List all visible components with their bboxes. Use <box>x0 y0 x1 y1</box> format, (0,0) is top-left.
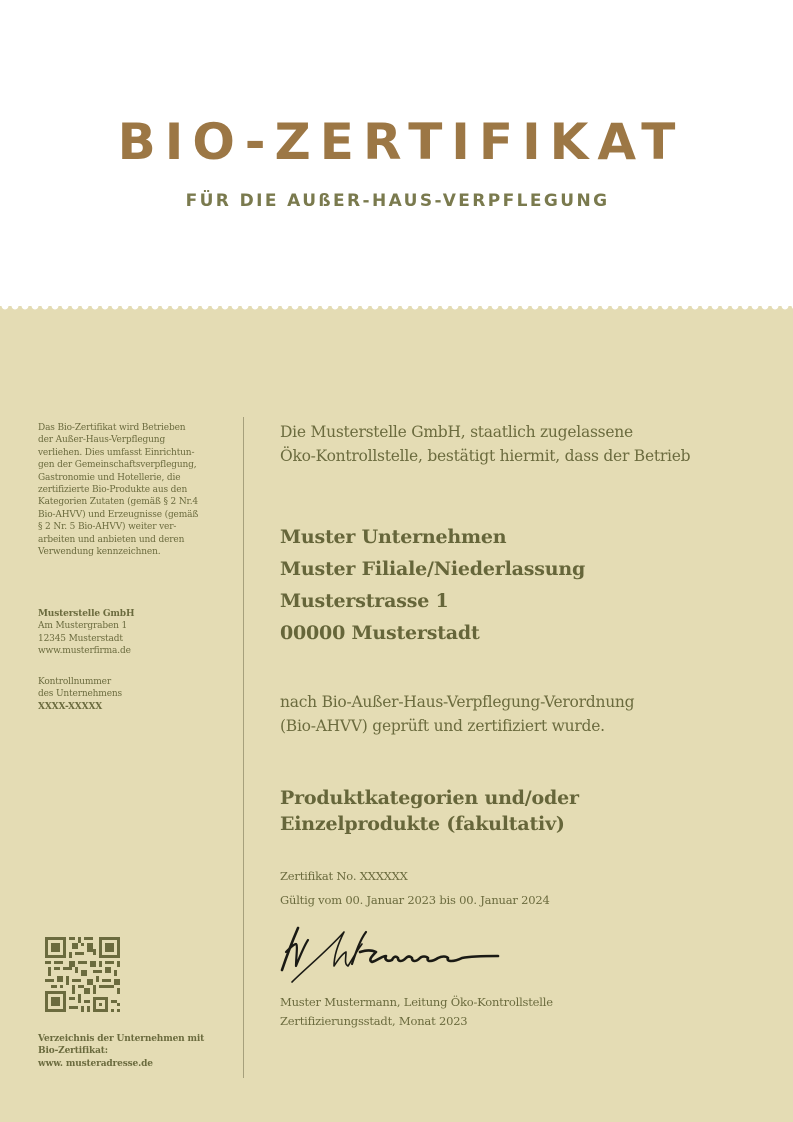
certificate-subtitle: FÜR DIE AUßER-HAUS-VERPFLEGUNG <box>185 191 610 211</box>
vertical-divider <box>243 417 244 1078</box>
description-line: der Außer-Haus-Verpflegung <box>38 435 166 446</box>
certificate-info <box>280 864 550 912</box>
company-branch: Muster Filiale/Niederlassung <box>280 558 586 580</box>
place-date: Zertifizierungsstadt, Monat 2023 <box>280 1014 468 1028</box>
regulation-line: (Bio-AHVV) geprüft und zertifiziert wurde. <box>280 717 605 735</box>
issuer-website[interactable]: www.musterfirma.de <box>38 646 131 657</box>
certificate-title: BIO-ZERTIFIKAT <box>117 113 685 171</box>
description-line: Bio-AHVV) und Erzeugnisse (gemäß <box>38 509 199 520</box>
issuer-address <box>38 608 234 658</box>
company-address <box>280 521 585 649</box>
directory-label: Bio-Zertifikat: <box>38 1046 108 1057</box>
qr-code-icon <box>45 937 120 1012</box>
company-city: 00000 Musterstadt <box>280 622 480 644</box>
sidebar-description <box>38 422 234 558</box>
issuer-city: 12345 Musterstadt <box>38 633 123 644</box>
signer-name: Muster Mustermann, Leitung Öko-Kontrollstelle <box>280 995 553 1009</box>
header-area <box>0 0 793 312</box>
directory-block <box>38 1033 234 1070</box>
regulation-line: nach Bio-Außer-Haus-Verpflegung-Verordnung <box>280 693 635 711</box>
company-street: Musterstrasse 1 <box>280 590 449 612</box>
description-line: Kategorien Zutaten (gemäß § 2 Nr.4 <box>38 497 199 508</box>
issuer-name: Musterstelle GmbH <box>38 609 135 619</box>
intro-text <box>280 420 690 468</box>
signer-block <box>280 993 553 1031</box>
control-number-value: XXXX-XXXXX <box>38 701 103 712</box>
company-name: Muster Unternehmen <box>280 526 507 548</box>
description-line: § 2 Nr. 5 Bio-AHVV) weiter ver- <box>38 522 177 533</box>
issuer-street: Am Mustergraben 1 <box>38 621 128 632</box>
intro-line: Öko-Kontrollstelle, bestätigt hiermit, dass der Betrieb <box>280 447 691 465</box>
regulation-text <box>280 690 634 738</box>
description-line: Gastronomie und Hotellerie, die <box>38 472 181 483</box>
certificate-number: Zertifikat No. XXXXXX <box>280 869 408 883</box>
control-number-label: Kontrollnummer <box>38 677 111 687</box>
products-line: Einzelprodukte (fakultativ) <box>280 813 565 835</box>
directory-label: Verzeichnis der Unternehmen mit <box>38 1034 205 1044</box>
description-line: arbeiten und anbieten und deren <box>38 534 185 545</box>
directory-url[interactable]: www. musteradresse.de <box>38 1058 153 1069</box>
wavy-edge-divider <box>0 306 793 316</box>
description-line: gen der Gemeinschaftsverpflegung, <box>38 460 197 471</box>
description-line: Verwendung kennzeichnen. <box>38 547 161 558</box>
control-number-block <box>38 676 234 713</box>
description-line: verliehen. Dies umfasst Einrichtun- <box>38 447 195 458</box>
validity-period: Gültig vom 00. Januar 2023 bis 00. Januar 2024 <box>280 893 550 907</box>
description-line: Das Bio-Zertifikat wird Betrieben <box>38 423 186 433</box>
control-number-label: des Unternehmens <box>38 689 122 700</box>
products-line: Produktkategorien und/oder <box>280 787 579 809</box>
product-categories-heading <box>280 785 579 837</box>
description-line: zertifizierte Bio-Produkte aus den <box>38 485 188 496</box>
signature-icon <box>276 922 516 987</box>
intro-line: Die Musterstelle GmbH, staatlich zugelassene <box>280 423 633 441</box>
